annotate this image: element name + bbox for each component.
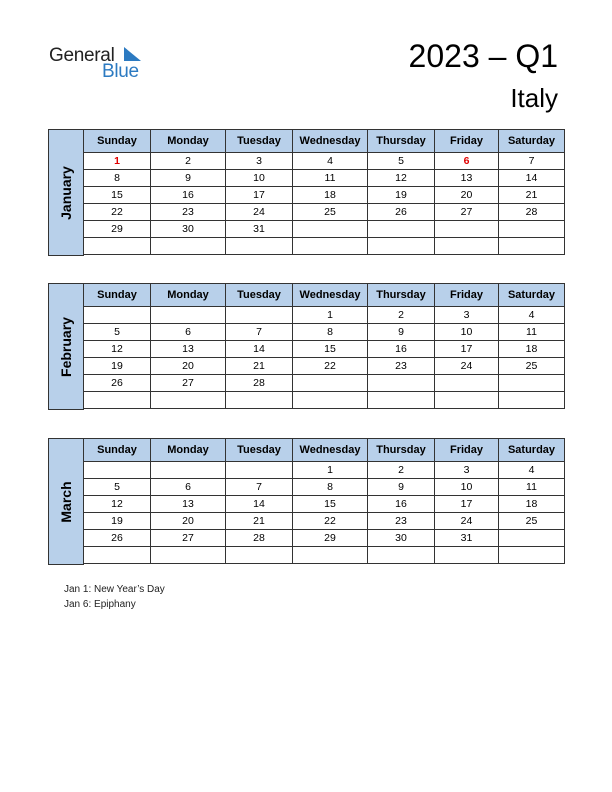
day-cell: 11 — [499, 479, 565, 496]
day-cell: 31 — [435, 530, 499, 547]
month-name: February — [58, 316, 74, 377]
day-cell — [499, 547, 565, 564]
day-cell — [435, 238, 499, 255]
holiday-note: Jan 1: New Year’s Day — [64, 584, 165, 595]
day-cell: 5 — [84, 479, 151, 496]
day-cell: 28 — [226, 530, 293, 547]
day-cell — [226, 462, 293, 479]
day-cell: 27 — [435, 204, 499, 221]
calendar-table — [83, 438, 565, 564]
weekday-header: Sunday — [84, 284, 151, 307]
day-cell: 14 — [226, 496, 293, 513]
weekday-header: Monday — [151, 130, 226, 153]
day-cell: 11 — [499, 324, 565, 341]
day-cell: 2 — [368, 307, 435, 324]
logo-general-text: General — [49, 45, 115, 66]
weekday-header: Thursday — [368, 439, 435, 462]
day-cell — [226, 392, 293, 409]
day-cell: 15 — [293, 496, 368, 513]
month-block-january — [48, 129, 564, 256]
day-cell: 23 — [151, 204, 226, 221]
day-cell — [84, 307, 151, 324]
day-cell: 30 — [368, 530, 435, 547]
day-cell: 13 — [151, 496, 226, 513]
day-cell: 21 — [226, 358, 293, 375]
day-cell: 20 — [435, 187, 499, 204]
day-cell — [368, 392, 435, 409]
day-cell — [293, 375, 368, 392]
week-row — [84, 496, 565, 513]
day-cell: 17 — [435, 496, 499, 513]
page-title: 2023 – Q1 — [408, 38, 558, 74]
day-cell: 19 — [84, 358, 151, 375]
day-cell — [84, 547, 151, 564]
day-cell: 24 — [435, 513, 499, 530]
day-cell — [151, 462, 226, 479]
weekday-header: Thursday — [368, 130, 435, 153]
day-cell: 1 — [293, 462, 368, 479]
day-cell: 16 — [368, 496, 435, 513]
day-cell — [368, 221, 435, 238]
day-cell: 23 — [368, 513, 435, 530]
month-name: January — [58, 165, 74, 220]
day-cell — [84, 462, 151, 479]
day-cell: 28 — [226, 375, 293, 392]
month-label — [48, 129, 84, 256]
week-row — [84, 341, 565, 358]
day-cell: 31 — [226, 221, 293, 238]
day-cell: 6 — [435, 153, 499, 170]
day-cell — [435, 375, 499, 392]
month-label — [48, 283, 84, 410]
week-row — [84, 153, 565, 170]
week-row — [84, 221, 565, 238]
logo-blue-text: Blue — [102, 61, 139, 82]
day-cell: 19 — [368, 187, 435, 204]
day-cell: 12 — [84, 496, 151, 513]
day-cell: 29 — [84, 221, 151, 238]
day-cell: 7 — [499, 153, 565, 170]
day-cell — [499, 221, 565, 238]
weekday-header: Wednesday — [293, 130, 368, 153]
day-cell: 23 — [368, 358, 435, 375]
day-cell: 28 — [499, 204, 565, 221]
day-cell — [151, 307, 226, 324]
day-cell: 25 — [293, 204, 368, 221]
month-name: March — [58, 480, 74, 523]
day-cell: 26 — [368, 204, 435, 221]
day-cell: 20 — [151, 358, 226, 375]
day-cell: 9 — [368, 324, 435, 341]
day-cell — [368, 238, 435, 255]
day-cell: 25 — [499, 358, 565, 375]
day-cell: 10 — [226, 170, 293, 187]
day-cell: 2 — [151, 153, 226, 170]
day-cell: 14 — [226, 341, 293, 358]
day-cell: 1 — [84, 153, 151, 170]
day-cell — [368, 547, 435, 564]
month-block-march — [48, 438, 564, 565]
weekday-header: Tuesday — [226, 130, 293, 153]
week-row — [84, 170, 565, 187]
day-cell — [151, 547, 226, 564]
day-cell: 7 — [226, 479, 293, 496]
day-cell: 18 — [499, 341, 565, 358]
calendar-table — [83, 129, 565, 255]
day-cell: 10 — [435, 324, 499, 341]
weekday-header: Thursday — [368, 284, 435, 307]
day-cell: 3 — [226, 153, 293, 170]
day-cell: 22 — [84, 204, 151, 221]
week-row — [84, 375, 565, 392]
day-cell: 4 — [499, 307, 565, 324]
day-cell: 26 — [84, 530, 151, 547]
day-cell — [226, 238, 293, 255]
day-cell: 22 — [293, 513, 368, 530]
week-row — [84, 547, 565, 564]
weekday-header: Friday — [435, 439, 499, 462]
day-cell: 6 — [151, 479, 226, 496]
day-cell — [226, 307, 293, 324]
day-cell: 15 — [84, 187, 151, 204]
day-cell: 21 — [226, 513, 293, 530]
day-cell: 4 — [499, 462, 565, 479]
day-cell: 9 — [151, 170, 226, 187]
day-cell: 17 — [226, 187, 293, 204]
country-name: Italy — [510, 83, 558, 113]
day-cell: 13 — [435, 170, 499, 187]
day-cell — [84, 392, 151, 409]
day-cell: 1 — [293, 307, 368, 324]
day-cell: 16 — [368, 341, 435, 358]
day-cell — [84, 238, 151, 255]
day-cell: 30 — [151, 221, 226, 238]
logo-triangle-icon — [121, 47, 141, 61]
week-row — [84, 392, 565, 409]
day-cell: 19 — [84, 513, 151, 530]
day-cell: 27 — [151, 530, 226, 547]
day-cell: 4 — [293, 153, 368, 170]
day-cell: 5 — [84, 324, 151, 341]
day-cell — [435, 547, 499, 564]
day-cell: 24 — [435, 358, 499, 375]
weekday-header: Wednesday — [293, 439, 368, 462]
holiday-notes — [64, 583, 165, 612]
day-cell: 18 — [499, 496, 565, 513]
day-cell: 14 — [499, 170, 565, 187]
weekday-header: Tuesday — [226, 439, 293, 462]
day-cell — [499, 530, 565, 547]
week-row — [84, 238, 565, 255]
day-cell: 26 — [84, 375, 151, 392]
weekday-header: Saturday — [499, 130, 565, 153]
day-cell: 13 — [151, 341, 226, 358]
day-cell — [435, 221, 499, 238]
month-label — [48, 438, 84, 565]
day-cell: 17 — [435, 341, 499, 358]
week-row — [84, 204, 565, 221]
day-cell — [499, 375, 565, 392]
day-cell: 18 — [293, 187, 368, 204]
day-cell: 12 — [368, 170, 435, 187]
week-row — [84, 530, 565, 547]
weekday-header: Tuesday — [226, 284, 293, 307]
holiday-note: Jan 6: Epiphany — [64, 598, 136, 610]
day-cell: 5 — [368, 153, 435, 170]
brand-logo — [49, 45, 149, 81]
weekday-header: Sunday — [84, 439, 151, 462]
day-cell: 24 — [226, 204, 293, 221]
day-cell — [368, 375, 435, 392]
weekday-header: Wednesday — [293, 284, 368, 307]
day-cell: 8 — [293, 479, 368, 496]
week-row — [84, 187, 565, 204]
day-cell — [293, 392, 368, 409]
weekday-header: Sunday — [84, 130, 151, 153]
week-row — [84, 307, 565, 324]
day-cell: 9 — [368, 479, 435, 496]
day-cell — [151, 392, 226, 409]
day-cell: 15 — [293, 341, 368, 358]
day-cell — [151, 238, 226, 255]
day-cell: 22 — [293, 358, 368, 375]
day-cell: 10 — [435, 479, 499, 496]
day-cell: 16 — [151, 187, 226, 204]
week-row — [84, 513, 565, 530]
day-cell: 7 — [226, 324, 293, 341]
day-cell — [435, 392, 499, 409]
day-cell — [499, 238, 565, 255]
day-cell — [226, 547, 293, 564]
week-row — [84, 479, 565, 496]
day-cell: 8 — [293, 324, 368, 341]
month-block-february — [48, 283, 564, 410]
day-cell — [293, 238, 368, 255]
day-cell: 29 — [293, 530, 368, 547]
week-row — [84, 358, 565, 375]
weekday-header: Saturday — [499, 439, 565, 462]
day-cell — [499, 392, 565, 409]
day-cell: 3 — [435, 307, 499, 324]
day-cell — [293, 221, 368, 238]
day-cell: 8 — [84, 170, 151, 187]
weekday-header: Monday — [151, 284, 226, 307]
day-cell — [293, 547, 368, 564]
day-cell: 6 — [151, 324, 226, 341]
weekday-header: Monday — [151, 439, 226, 462]
day-cell: 27 — [151, 375, 226, 392]
day-cell: 21 — [499, 187, 565, 204]
weekday-header: Friday — [435, 130, 499, 153]
day-cell: 25 — [499, 513, 565, 530]
day-cell: 11 — [293, 170, 368, 187]
week-row — [84, 462, 565, 479]
day-cell: 20 — [151, 513, 226, 530]
day-cell: 2 — [368, 462, 435, 479]
day-cell: 3 — [435, 462, 499, 479]
calendar-table — [83, 283, 565, 409]
weekday-header: Saturday — [499, 284, 565, 307]
day-cell: 12 — [84, 341, 151, 358]
week-row — [84, 324, 565, 341]
weekday-header: Friday — [435, 284, 499, 307]
